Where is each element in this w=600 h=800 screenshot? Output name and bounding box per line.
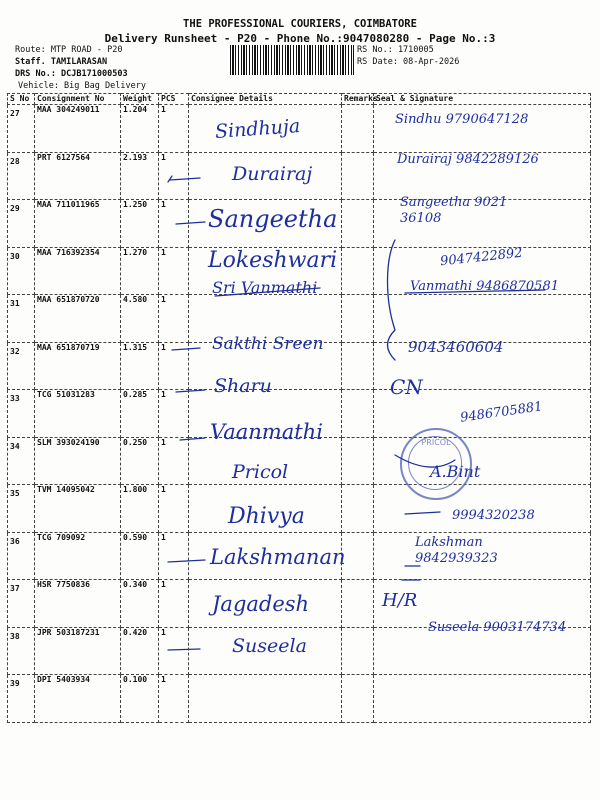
col-seal: Seal & Signature [374,94,591,105]
seal-signature: 9486705881 [459,399,544,426]
weight-cell: 2.193 [121,152,159,200]
sno-cell: 33 [8,390,35,438]
company-title: THE PROFESSIONAL COURIERS, COIMBATORE [183,18,417,30]
sno-cell: 35 [8,485,35,533]
arrow-mark [176,390,205,392]
weight-cell: 0.590 [121,532,159,580]
runsheet-subtitle: Delivery Runsheet - P20 - Phone No.:9047080280 - Page No.:3 [104,32,496,45]
strike-mark [405,290,545,293]
seal-signature: 9994320238 [452,508,535,523]
pcs-cell: 1 [159,247,189,295]
pcs-cell: 1 [159,675,189,723]
consignment-cell: MAA 304249011 [35,105,121,153]
consignment-cell: TVM 14095042 [35,485,121,533]
sno-cell: 30 [8,247,35,295]
pcs-cell: 1 [159,390,189,438]
sno-cell: 37 [8,580,35,628]
seal-signature: 9043460604 [408,338,504,356]
pcs-cell: 1 [159,200,189,248]
consignee-signature: Sangeetha [208,205,338,233]
weight-cell: 0.285 [121,390,159,438]
pcs-cell: 1 [159,152,189,200]
sno-cell: 32 [8,342,35,390]
consignee-signature: Durairaj [232,163,313,185]
pcs-cell: 1 [159,485,189,533]
seal-signature: Sangeetha 9021 36108 [400,195,508,226]
seal-signature: Vanmathi 9486870581 [410,279,559,294]
consignment-cell: MAA 716392354 [35,247,121,295]
consignment-cell: MAA 651870719 [35,342,121,390]
weight-cell: 1.270 [121,247,159,295]
consignee-signature: Sindhuja [214,115,301,143]
pcs-cell: 1 [159,342,189,390]
sno-cell: 28 [8,152,35,200]
arrow-mark [168,649,200,650]
rs-date: RS Date: 08-Apr-2026 [357,57,460,67]
weight-cell: 1.204 [121,105,159,153]
arrow-mark [176,222,205,224]
sno-cell: 39 [8,675,35,723]
brace-mark [395,455,455,467]
stamp-label: PRICOL [421,438,451,447]
seal-signature: 9047422892 [439,245,524,270]
sno-cell: 36 [8,532,35,580]
consignee-signature: Vaanmathi [210,420,323,444]
vehicle-label: Vehicle: Big Bag Delivery [18,81,146,91]
arrow-mark [168,560,205,562]
seal-signature: Sindhu 9790647128 [395,112,529,127]
weight-cell: 4.580 [121,295,159,343]
sno-cell: 29 [8,200,35,248]
consignee-signature: Jagadesh [212,592,310,616]
col-consignment: Consignment No [35,94,121,105]
consignment-cell: SLM 393024190 [35,437,121,485]
arrow-mark [172,348,200,350]
seal-signature: Lakshman 9842939323 [415,535,498,566]
weight-cell: 0.250 [121,437,159,485]
dash-mark [405,512,440,514]
consignee-signature: Pricol [232,461,289,483]
sno-cell: 38 [8,627,35,675]
col-pcs: PCS [159,94,189,105]
consignment-cell: DPI 5403934 [35,675,121,723]
consignee-signature: Sharu [214,375,272,397]
consignee-signature: Lokeshwari [208,248,338,273]
brace-mark [388,240,396,360]
weight-cell: 1.315 [121,342,159,390]
col-weight: Weight [121,94,159,105]
remark-handwritten: H/R [382,590,418,611]
staff-label: Staff. TAMILARASAN [15,57,108,67]
pcs-cell: 1 [159,105,189,153]
consignment-cell: JPR 503187231 [35,627,121,675]
consignee-signature: Dhivya [228,504,305,529]
consignment-cell: TCG 709092 [35,532,121,580]
strike-mark [215,288,320,296]
consignee-signature: Lakshmanan [210,545,346,569]
consignment-cell: HSR 7750836 [35,580,121,628]
consignee-signature: Suseela [232,635,307,657]
arrow-mark [180,438,205,440]
weight-cell: 1.800 [121,485,159,533]
pcs-cell: 1 [159,627,189,675]
weight-cell: 0.100 [121,675,159,723]
col-sno: S No [8,94,35,105]
sno-cell: 31 [8,295,35,343]
consignment-cell: TCG 51031283 [35,390,121,438]
weight-cell: 0.340 [121,580,159,628]
rs-number: RS No.: 1710005 [357,45,434,55]
seal-signature: Suseela 9003174734 [428,620,567,635]
consignment-cell: MAA 651870720 [35,295,121,343]
sno-cell: 27 [8,105,35,153]
pcs-cell: 1 [159,532,189,580]
consignment-cell: PRT 6127564 [35,152,121,200]
weight-cell: 0.420 [121,627,159,675]
seal-signature: CN [390,375,423,399]
pcs-cell: 1 [159,580,189,628]
consignment-cell: MAA 711011965 [35,200,121,248]
col-consignee: Consignee Details [189,94,342,105]
weight-cell: 1.250 [121,200,159,248]
arrow-mark [168,176,200,182]
pcs-cell: 1 [159,295,189,343]
seal-signature: Durairaj 9842289126 [397,152,539,167]
seal-signature: A.Bint [430,462,481,481]
consignee-signature: Sakthi Sreen [212,334,324,354]
route-label: Route: MTP ROAD - P20 [15,45,123,55]
sno-cell: 34 [8,437,35,485]
col-remarks: Remarks [342,94,374,105]
drs-label: DRS No.: DCJB171000503 [15,69,128,79]
pcs-cell: 1 [159,437,189,485]
consignee-signature: Sri Vanmathi [212,278,318,297]
